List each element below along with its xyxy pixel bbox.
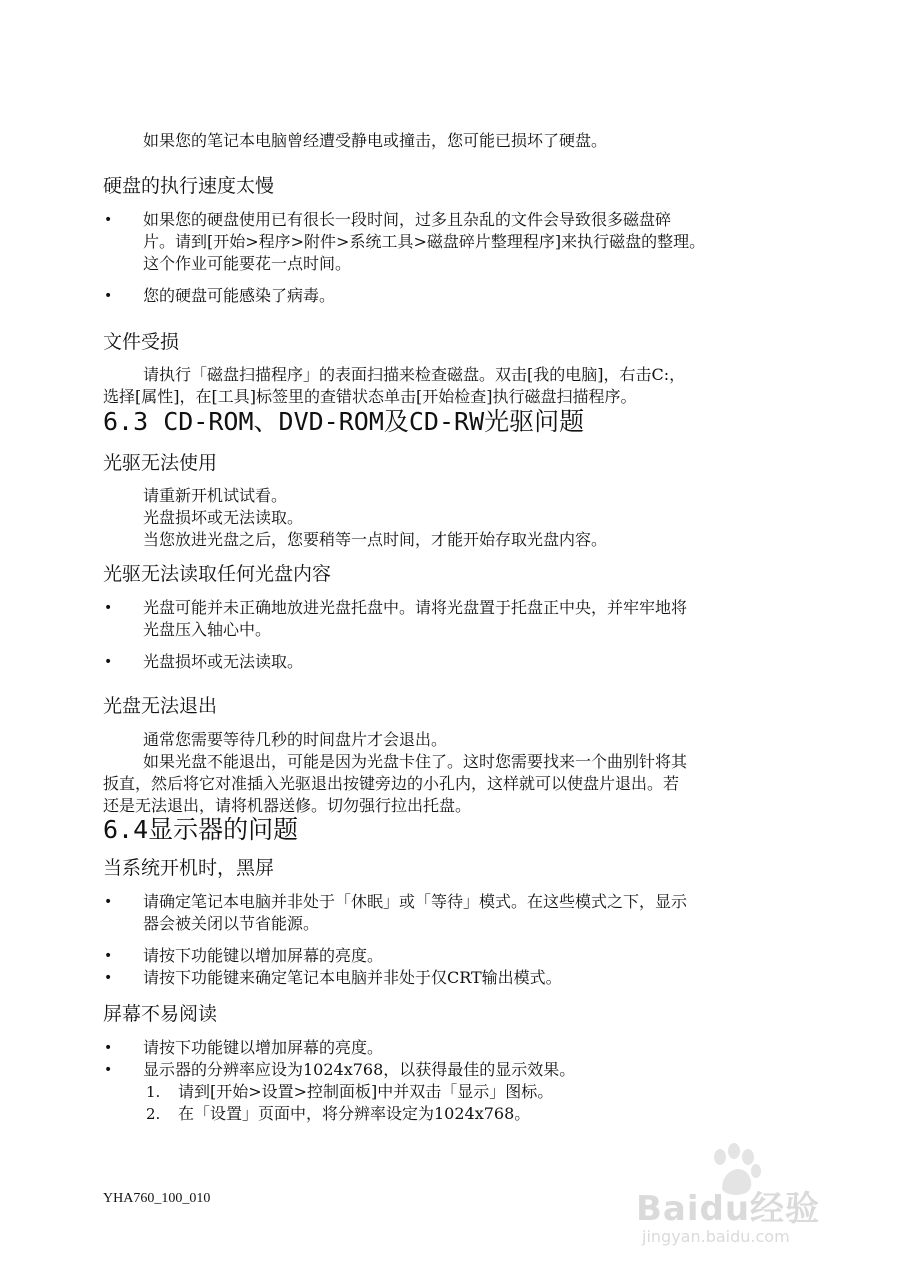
section-6-4-title: 6.4显示器的问题 bbox=[103, 815, 299, 844]
watermark-url: jingyan.baidu.com bbox=[642, 1227, 790, 1246]
heading-hdd-slow: 硬盘的执行速度太慢 bbox=[103, 175, 275, 197]
drive-cant-read-bullet1-line1: 光盘可能并未正确地放进光盘托盘中。请将光盘置于托盘正中央，并牢牢地将 bbox=[143, 598, 688, 617]
heading-black-screen: 当系统开机时，黑屏 bbox=[103, 857, 275, 879]
disc-cant-eject-line1: 通常您需要等待几秒的时间盘片才会退出。 bbox=[143, 730, 448, 749]
bullet-icon: • bbox=[104, 1062, 113, 1078]
black-screen-bullet2: 请按下功能键以增加屏幕的亮度。 bbox=[143, 946, 384, 965]
drive-cant-read-bullet2: 光盘损坏或无法读取。 bbox=[143, 652, 304, 671]
hard-to-read-bullet2: 显示器的分辨率应设为1024x768，以获得最佳的显示效果。 bbox=[143, 1060, 576, 1079]
bullet-icon: • bbox=[104, 212, 113, 228]
black-screen-bullet3: 请按下功能键来确定笔记本电脑并非处于仅CRT输出模式。 bbox=[143, 968, 562, 987]
bullet-icon: • bbox=[104, 1040, 113, 1056]
black-screen-bullet1-line1: 请确定笔记本电脑并非处于「休眠」或「等待」模式。在这些模式之下，显示 bbox=[143, 892, 688, 911]
hdd-slow-bullet1-line3: 这个作业可能要花一点时间。 bbox=[143, 254, 352, 273]
bullet-icon: • bbox=[104, 654, 113, 670]
hard-to-read-bullet1: 请按下功能键以增加屏幕的亮度。 bbox=[143, 1038, 384, 1057]
bullet-icon: • bbox=[104, 288, 113, 304]
drive-cant-read-bullet1-line2: 光盘压入轴心中。 bbox=[143, 620, 272, 639]
disc-cant-eject-line3: 扳直，然后将它对准插入光驱退出按键旁边的小孔内，这样就可以使盘片退出。若 bbox=[103, 774, 680, 793]
intro-text: 如果您的笔记本电脑曾经遭受静电或撞击，您可能已损坏了硬盘。 bbox=[143, 131, 608, 150]
bullet-icon: • bbox=[104, 970, 113, 986]
document-code-footer: YHA760_100_010 bbox=[103, 1191, 211, 1206]
bullet-icon: • bbox=[104, 894, 113, 910]
hdd-slow-bullet1-line2: 片。请到[开始>程序>附件>系统工具>磁盘碎片整理程序]来执行磁盘的整理。 bbox=[143, 232, 706, 251]
section-6-3-title: 6.3 CD-ROM、DVD-ROM及CD-RW光驱问题 bbox=[103, 407, 585, 436]
heading-drive-unusable: 光驱无法使用 bbox=[103, 452, 218, 474]
hard-to-read-step1: 请到[开始>设置>控制面板]中并双击「显示」图标。 bbox=[178, 1082, 554, 1101]
heading-disc-cant-eject: 光盘无法退出 bbox=[103, 695, 218, 717]
disc-cant-eject-line2: 如果光盘不能退出，可能是因为光盘卡住了。这时您需要找来一个曲别针将其 bbox=[143, 752, 688, 771]
drive-unusable-line1: 请重新开机试试看。 bbox=[143, 486, 288, 505]
file-damaged-line2: 选择[属性]，在[工具]标签里的查错状态单击[开始检查]执行磁盘扫描程序。 bbox=[103, 387, 637, 406]
heading-file-damaged: 文件受损 bbox=[103, 331, 180, 353]
bullet-icon: • bbox=[104, 600, 113, 616]
black-screen-bullet1-line2: 器会被关闭以节省能源。 bbox=[143, 914, 320, 933]
file-damaged-line1: 请执行「磁盘扫描程序」的表面扫描来检查磁盘。双击[我的电脑]，右击C:， bbox=[143, 365, 686, 384]
hdd-slow-bullet2: 您的硬盘可能感染了病毒。 bbox=[143, 286, 336, 305]
step-number: 2. bbox=[146, 1105, 161, 1123]
hard-to-read-step2: 在「设置」页面中，将分辨率设定为1024x768。 bbox=[178, 1104, 531, 1123]
heading-drive-cant-read: 光驱无法读取任何光盘内容 bbox=[103, 563, 332, 585]
bullet-icon: • bbox=[104, 948, 113, 964]
drive-unusable-line2: 光盘损坏或无法读取。 bbox=[143, 508, 304, 527]
drive-unusable-line3: 当您放进光盘之后，您要稍等一点时间，才能开始存取光盘内容。 bbox=[143, 530, 608, 549]
baidu-jingyan-watermark bbox=[636, 1143, 856, 1263]
watermark-brand: Baidu经验 bbox=[636, 1189, 821, 1229]
heading-hard-to-read: 屏幕不易阅读 bbox=[103, 1003, 218, 1025]
disc-cant-eject-line4: 还是无法退出，请将机器送修。切勿强行拉出托盘。 bbox=[103, 796, 472, 815]
hdd-slow-bullet1-line1: 如果您的硬盘使用已有很长一段时间，过多且杂乱的文件会导致很多磁盘碎 bbox=[143, 210, 672, 229]
step-number: 1. bbox=[146, 1083, 161, 1101]
